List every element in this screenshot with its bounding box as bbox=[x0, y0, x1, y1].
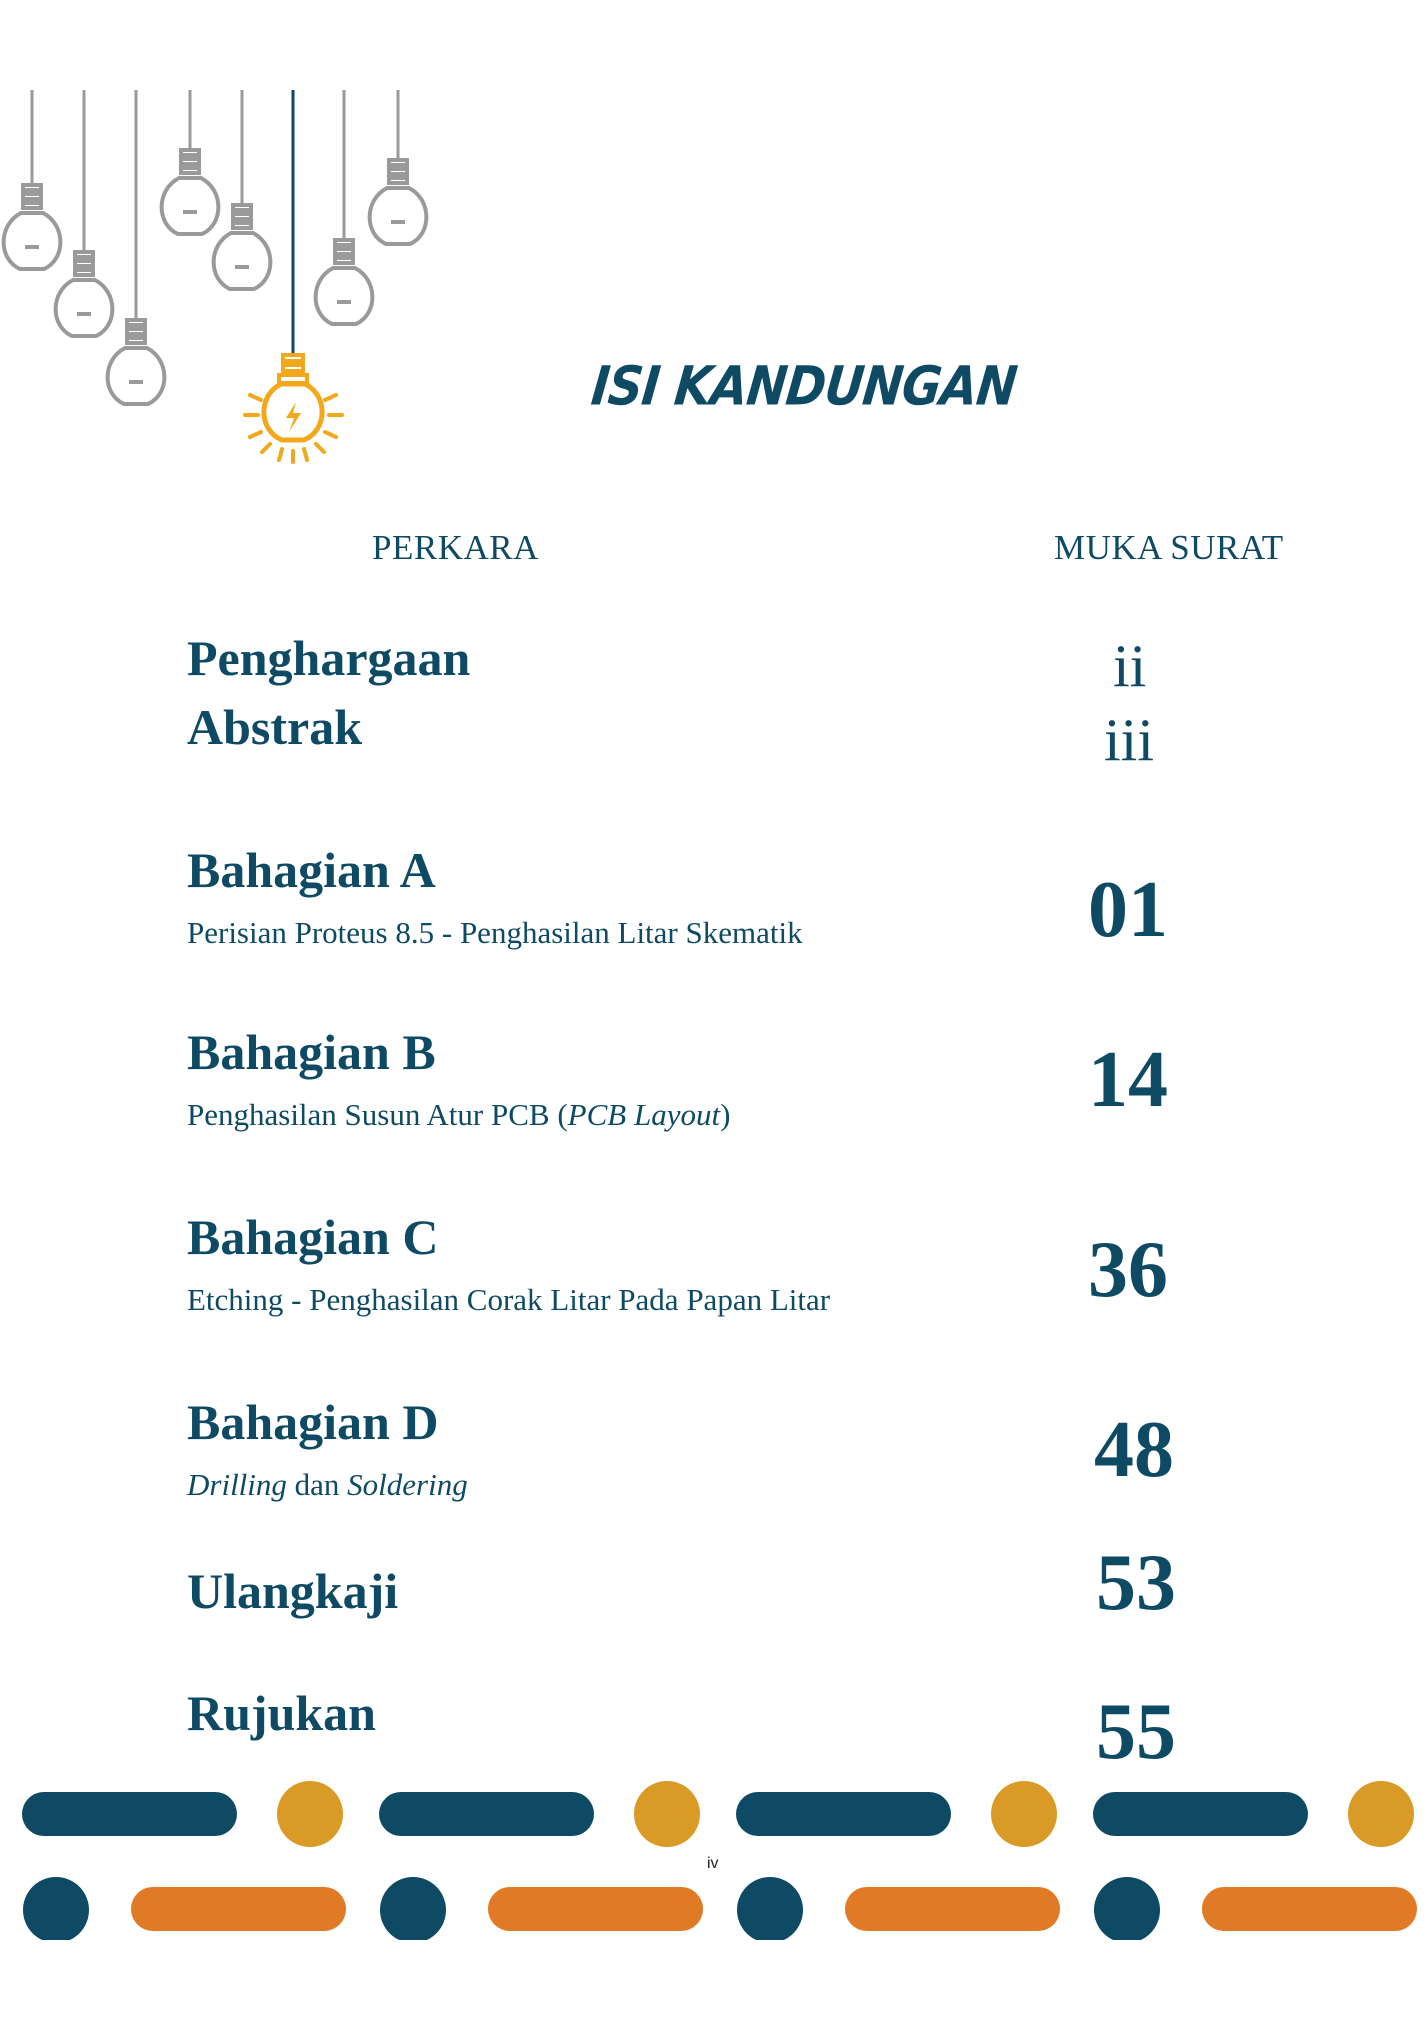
subtitle-italic-text: Drilling bbox=[187, 1467, 287, 1502]
toc-page-bahagian-d: 48 bbox=[1094, 1406, 1174, 1494]
toc-title-penghargaan[interactable]: Penghargaan bbox=[187, 630, 471, 686]
toc-page-penghargaan: ii bbox=[1113, 633, 1147, 699]
footer-navy-pill bbox=[1093, 1792, 1308, 1836]
footer-gold-dot bbox=[1348, 1781, 1414, 1847]
toc-subtitle-bahagian-c: Etching - Penghasilan Corak Litar Pada Papan Litar bbox=[187, 1282, 831, 1317]
subtitle-text: Penghasilan Susun Atur PCB ( bbox=[187, 1097, 568, 1132]
footer-navy-pill bbox=[736, 1792, 951, 1836]
footer-navy-dot bbox=[23, 1877, 89, 1940]
toc-subtitle-bahagian-a: Perisian Proteus 8.5 - Penghasilan Litar Skematik bbox=[187, 915, 803, 950]
hanging-bulbs-decoration bbox=[0, 0, 440, 480]
lightbulb-icon bbox=[316, 90, 373, 324]
lightbulb-icon bbox=[370, 90, 427, 244]
lightbulb-icon bbox=[56, 90, 113, 336]
lightbulb-icon bbox=[108, 90, 165, 404]
footer-gold-dot bbox=[991, 1781, 1057, 1847]
footer-orange-pill bbox=[131, 1887, 346, 1931]
toc-title-bahagian-a[interactable]: Bahagian A bbox=[187, 842, 436, 898]
footer-navy-pill bbox=[22, 1792, 237, 1836]
toc-page-bahagian-a: 01 bbox=[1088, 866, 1168, 954]
footer-gold-dot bbox=[277, 1781, 343, 1847]
toc-subtitle-bahagian-b bbox=[187, 1099, 730, 1130]
subtitle-italic-text: Soldering bbox=[347, 1467, 468, 1502]
toc-page-ulangkaji: 53 bbox=[1096, 1539, 1176, 1627]
footer-navy-dot bbox=[737, 1877, 803, 1940]
toc-page-abstrak: iii bbox=[1104, 707, 1155, 773]
lightbulb-icon bbox=[214, 90, 271, 289]
lightbulb-icon bbox=[4, 90, 61, 269]
toc-title-bahagian-c[interactable]: Bahagian C bbox=[187, 1209, 439, 1265]
toc-title-bahagian-d[interactable]: Bahagian D bbox=[187, 1394, 439, 1450]
footer-gold-dot bbox=[634, 1781, 700, 1847]
toc-title-bahagian-b[interactable]: Bahagian B bbox=[187, 1024, 436, 1080]
toc-title-rujukan[interactable]: Rujukan bbox=[187, 1685, 376, 1741]
subtitle-italic-text: PCB Layout bbox=[567, 1097, 721, 1132]
column-header-muka-surat: MUKA SURAT bbox=[1054, 528, 1284, 567]
toc-subtitle-bahagian-d bbox=[187, 1469, 468, 1500]
footer-navy-dot bbox=[1094, 1877, 1160, 1940]
page-title: ISI KANDUNGAN bbox=[588, 355, 1020, 418]
footer-orange-pill bbox=[488, 1887, 703, 1931]
subtitle-text: ) bbox=[720, 1097, 731, 1132]
footer-navy-pill bbox=[379, 1792, 594, 1836]
toc-page-bahagian-b: 14 bbox=[1088, 1036, 1168, 1124]
page-number: iv bbox=[707, 1855, 719, 1872]
toc-title-ulangkaji[interactable]: Ulangkaji bbox=[187, 1563, 399, 1619]
footer-orange-pill bbox=[845, 1887, 1060, 1931]
lit-lightbulb-icon bbox=[245, 90, 342, 462]
footer-navy-dot bbox=[380, 1877, 446, 1940]
lightbulb-icon bbox=[162, 90, 219, 234]
subtitle-text: dan bbox=[286, 1467, 348, 1502]
footer-orange-pill bbox=[1202, 1887, 1417, 1931]
toc-title-abstrak[interactable]: Abstrak bbox=[187, 699, 363, 755]
toc-page-bahagian-c: 36 bbox=[1088, 1226, 1168, 1314]
column-header-perkara: PERKARA bbox=[372, 528, 539, 567]
toc-page-rujukan: 55 bbox=[1096, 1688, 1176, 1776]
